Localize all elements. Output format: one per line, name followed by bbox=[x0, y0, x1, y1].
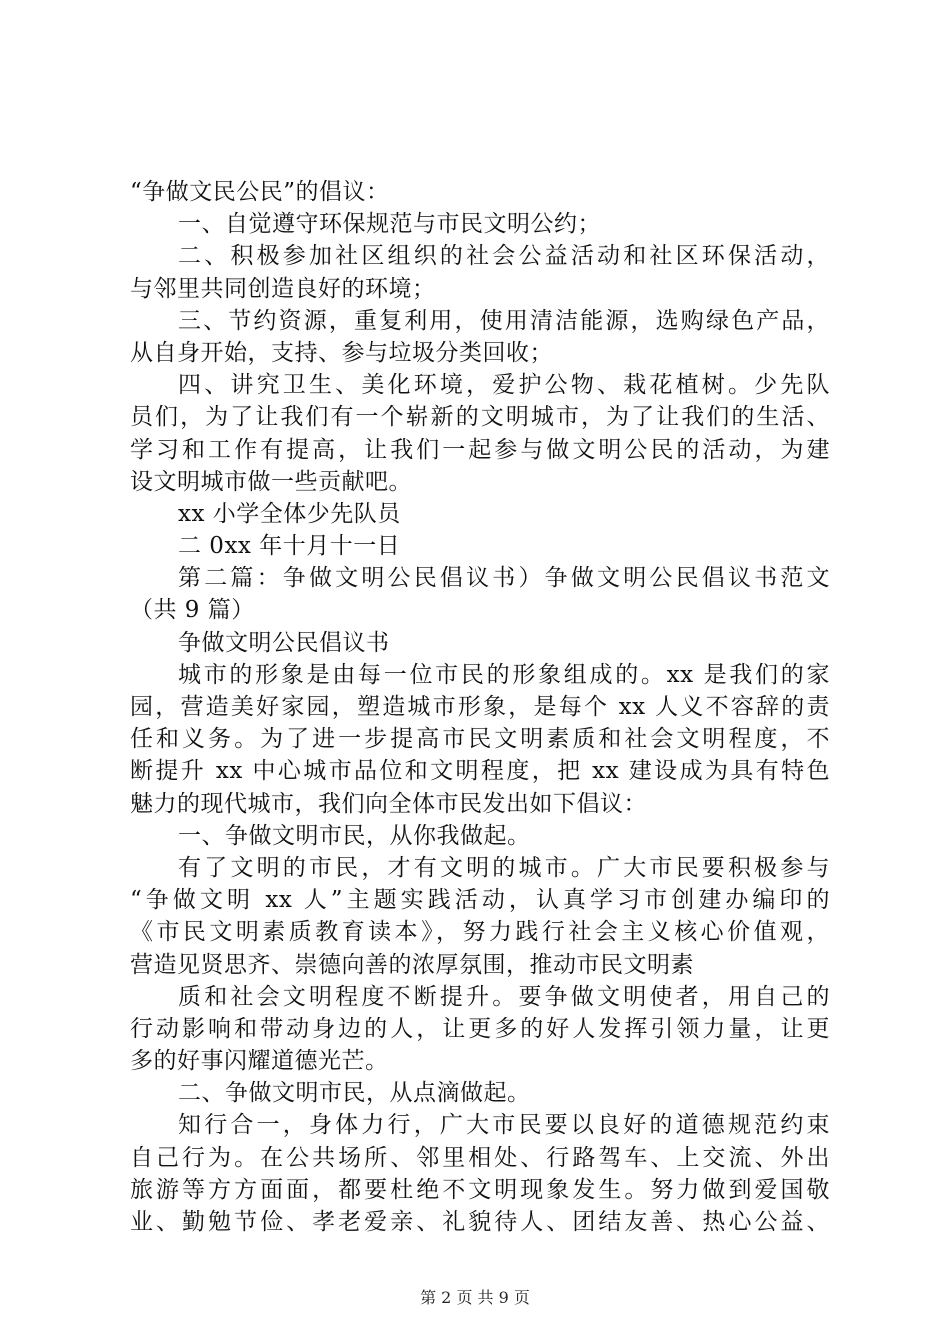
date-line: 二 0xx 年十月十一日 bbox=[178, 533, 401, 560]
text-line: 魅力的现代城市，我们向全体市民发出如下倡议： bbox=[130, 790, 647, 817]
text-line: 四、讲究卫生、美化环境，爱护公物、栽花植树。少先队 bbox=[178, 372, 830, 399]
subheading-line: 二、争做文明市民，从点滴做起。 bbox=[178, 1080, 531, 1107]
section-title-line: 争做文明公民倡议书 bbox=[178, 629, 390, 656]
section-heading-line: 第二篇：争做文明公民倡议书）争做文明公民倡议书范文 bbox=[178, 565, 830, 592]
text-line: 设文明城市做一些贡献吧。 bbox=[130, 468, 412, 495]
signature-line: xx 小学全体少先队员 bbox=[178, 500, 401, 527]
text-line: 从自身开始，支持、参与垃圾分类回收； bbox=[130, 339, 553, 366]
text-line: 学习和工作有提高，让我们一起参与做文明公民的活动，为建 bbox=[130, 436, 830, 463]
section-heading-line: （共 9 篇） bbox=[130, 597, 255, 624]
text-line: 知行合一，身体力行，广大市民要以良好的道德规范约束 bbox=[178, 1112, 830, 1139]
text-line: 一、自觉遵守环保规范与市民文明公约； bbox=[178, 211, 601, 238]
text-line: 行动影响和带动身边的人，让更多的好人发挥引领力量，让更 bbox=[130, 1015, 830, 1042]
subheading-line: 一、争做文明市民，从你我做起。 bbox=[178, 822, 531, 849]
document-body bbox=[130, 176, 830, 1238]
text-line: 与邻里共同创造良好的环境； bbox=[130, 275, 436, 302]
text-line: 有了文明的市民，才有文明的城市。广大市民要积极参与 bbox=[178, 854, 830, 881]
text-line: 城市的形象是由每一位市民的形象组成的。xx 是我们的家 bbox=[178, 661, 830, 688]
text-line: 任和义务。为了进一步提高市民文明素质和社会文明程度，不 bbox=[130, 726, 830, 753]
text-line: 《市民文明素质教育读本》，努力践行社会主义核心价值观， bbox=[130, 919, 830, 946]
text-line: 营造见贤思齐、崇德向善的浓厚氛围，推动市民文明素 bbox=[130, 951, 694, 978]
text-line: 旅游等方方面面，都要杜绝不文明现象发生。努力做到爱国敬 bbox=[130, 1176, 830, 1203]
page-number-footer: 第 2 页 共 9 页 bbox=[420, 1288, 530, 1307]
proposal-title-line: “争做文民公民”的倡议： bbox=[130, 179, 390, 205]
text-line: 断提升 xx 中心城市品位和文明程度，把 xx 建设成为具有特色 bbox=[130, 758, 830, 785]
text-line: 业、勤勉节俭、孝老爱亲、礼貌待人、团结友善、热心公益、 bbox=[130, 1209, 830, 1235]
text-line: 二、积极参加社区组织的社会公益活动和社区环保活动， bbox=[178, 243, 830, 270]
text-line: “争做文明 xx 人”主题实践活动，认真学习市创建办编印的 bbox=[130, 887, 830, 914]
text-line: 自己行为。在公共场所、邻里相处、行路驾车、上交流、外出 bbox=[130, 1144, 830, 1171]
text-line: 多的好事闪耀道德光芒。 bbox=[130, 1048, 389, 1075]
text-line: 员们，为了让我们有一个崭新的文明城市，为了让我们的生活、 bbox=[130, 404, 830, 431]
text-line: 三、节约资源，重复利用，使用清洁能源，选购绿色产品， bbox=[178, 307, 830, 334]
text-line: 质和社会文明程度不断提升。要争做文明使者，用自己的 bbox=[178, 983, 830, 1010]
text-line: 园，营造美好家园，塑造城市形象，是每个 xx 人义不容辞的责 bbox=[130, 694, 830, 720]
